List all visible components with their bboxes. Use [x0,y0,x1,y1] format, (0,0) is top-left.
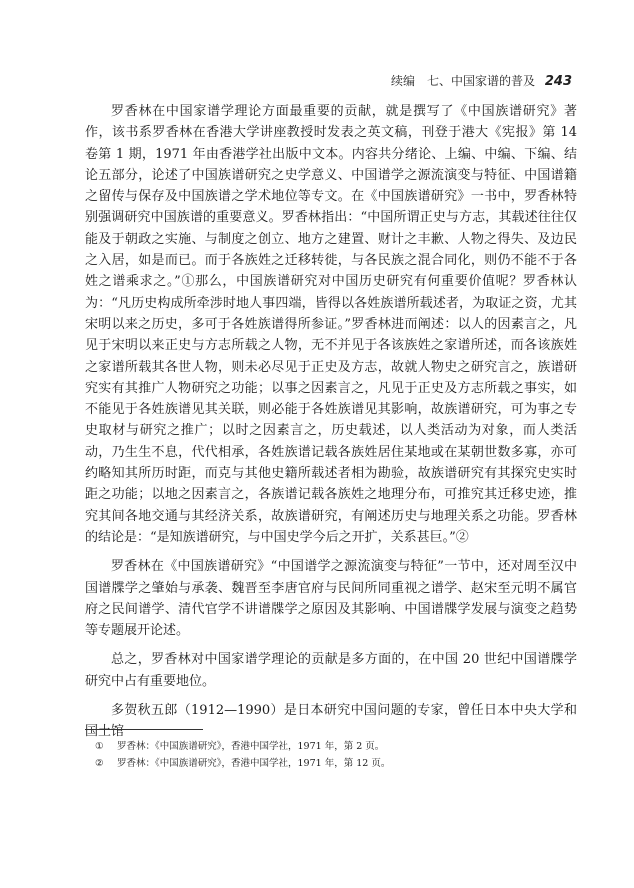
footnote-marker: ② [95,758,104,769]
body-text [85,101,577,743]
footnote-marker: ① [95,741,104,752]
page-number: 243 [544,74,572,89]
running-header [391,73,572,90]
header-section-title: 续编 七、中国家谱的普及 [391,74,536,88]
paragraph-2: 罗香林在《中国族谱研究》“中国谱学之源流演变与特征”一节中，还对周至汉中国谱牒学之肇始与承袭、魏晋至李唐官府与民间所同重视之谱学、赵宋至元明不属官府之民间谱学、清代官学不讲谱牒学之原因及其影响、中国谱牒学发展与演变之趋势等专题展开论述。 [85,559,577,639]
footnote-1 [95,738,565,755]
footnote-text: 罗香林：《中国族谱研究》，香港中国学社，1971 年，第 12 页。 [117,758,391,769]
footnote-divider [85,729,203,730]
paragraph-4: 多贺秋五郎（1912—1990）是日本研究中国问题的专家，曾任日本中央大学和国土馆 [85,703,577,740]
paragraph-3: 总之，罗香林对中国家谱学理论的贡献是多方面的，在中国 20 世纪中国谱牒学研究中占有重要地位。 [85,652,577,689]
footnotes [95,738,565,772]
footnote-2 [95,755,565,772]
paragraph-1: 罗香林在中国家谱学理论方面最重要的贡献，就是撰写了《中国族谱研究》著作，该书系罗香林在香港大学讲座教授时发表之英文稿，刊登于港大《宪报》第 14 卷第 1 期，1971 年由香港学社出版中文本。内容共分绪论、上编、中编、下编、结论五部分，论述了中国族谱研究之史学意义、中国谱学之源流演变与特征、中国谱籍之留传与保存及中国族谱之学术地位等专文。在《中国族谱研究》一书中，罗香林特别强调研究中国族谱的重要意义。罗香林指出：“中国所谓正史与方志，其载述往往仅能及于朝政之实施、与制度之创立、地方之建置、财计之丰歉、人物之得失、及边民之入居，如是而已。而于各族姓之迁移转徙，与各民族之混合同化，则仍不能不于各姓之谱乘求之。”①那么，中国族谱研究对中国历史研究有何重要价值呢？罗香林认为：“凡历史构成所牵涉时地人事四端，皆得以各姓族谱所载述者，为取证之资，尤其宋明以来之历史，多可于各姓族谱得所参证。”罗香林进而阐述：以人的因素言之，凡见于宋明以来正史与方志所载之人物，无不并见于各该族姓之家谱所述，而各该族姓之家谱所载其各世人物，则未必尽见于正史及方志，故就人物史之研究言之，族谱研究实有其推广人物研究之功能；以事之因素言之，凡见于正史及方志所载之事实，如不能见于各姓族谱见其关联，则必能于各姓族谱见其影响，故族谱研究，可为事之专史取材与研究之推广；以时之因素言之，历史载述，以人类活动为对象，而人类活动，乃生生不息，代代相承，各姓族谱记载各族姓居住某地或在某朝世数多寡，亦可约略知其所历时距，而克与其他史籍所载述者相为勘验，故族谱研究有其探究史实时距之功能；以地之因素言之，各族谱记载各族姓之地理分布，可推究其迁移史迹，推究其间各地交通与其经济关系，故族谱研究，有阐述历史与地理关系之功能。罗香林的结论是：“是知族谱研究，与中国史学今后之开扩，关系甚巨。”② [85,104,577,545]
footnote-text: 罗香林：《中国族谱研究》，香港中国学社，1971 年，第 2 页。 [117,741,385,752]
